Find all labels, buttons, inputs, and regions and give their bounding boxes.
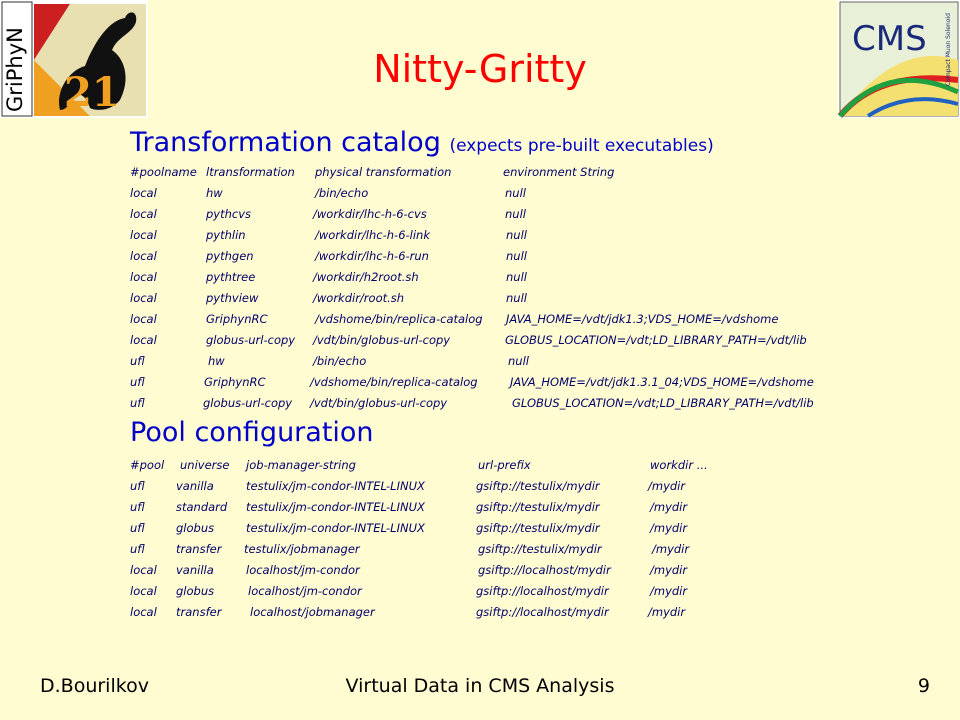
cell-environment: GLOBUS_LOCATION=/vdt;LD_LIBRARY_PATH=/vdt/lib: [512, 396, 814, 410]
header-cell: job-manager-string: [246, 458, 356, 472]
cell-transformation: pythtree: [206, 270, 256, 284]
cell-universe: transfer: [176, 542, 222, 556]
transformation-heading-text: Transformation catalog: [130, 127, 441, 158]
cell-physical: /vdshome/bin/replica-catalog: [315, 312, 483, 326]
cell-pool: ufl: [130, 542, 145, 556]
cell-physical: /workdir/lhc-h-6-cvs: [313, 207, 427, 221]
cell-url-prefix: gsiftp://localhost/mydir: [478, 563, 611, 577]
cell-physical: /workdir/root.sh: [313, 291, 405, 305]
cell-environment: null: [506, 228, 527, 242]
cell-physical: /workdir/lhc-h-6-run: [315, 249, 429, 263]
cell-universe: standard: [176, 500, 228, 514]
cell-job-manager: localhost/jm-condor: [246, 563, 360, 577]
cell-environment: null: [508, 354, 529, 368]
pool-heading: Pool configuration: [130, 417, 374, 448]
cell-pool: local: [130, 207, 157, 221]
header-cell: #pool: [130, 458, 165, 472]
cell-transformation: globus-url-copy: [206, 333, 296, 347]
header-cell: physical transformation: [315, 165, 452, 179]
footer-page-number: 9: [917, 675, 930, 697]
cell-transformation: pythcvs: [206, 207, 252, 221]
cell-pool: local: [130, 249, 157, 263]
cell-url-prefix: gsiftp://testulix/mydir: [476, 521, 600, 535]
cell-environment: JAVA_HOME=/vdt/jdk1.3.1_04;VDS_HOME=/vdshome: [510, 375, 814, 389]
cell-universe: vanilla: [176, 563, 214, 577]
transformation-table: [130, 165, 890, 410]
cell-pool: local: [130, 563, 157, 577]
svg-text:CMS: CMS: [852, 19, 927, 59]
cell-workdir: /mydir: [648, 479, 686, 493]
header-cell: url-prefix: [478, 458, 531, 472]
cell-physical: /bin/echo: [313, 354, 367, 368]
cell-pool: ufl: [130, 500, 145, 514]
cell-environment: GLOBUS_LOCATION=/vdt;LD_LIBRARY_PATH=/vdt/lib: [505, 333, 807, 347]
header-cell: ltransformation: [206, 165, 295, 179]
cell-job-manager: testulix/jm-condor-INTEL-LINUX: [246, 521, 425, 535]
transformation-note: (expects pre-built executables): [449, 136, 714, 156]
cell-pool: local: [130, 333, 157, 347]
svg-text:21: 21: [64, 69, 120, 116]
cell-job-manager: localhost/jm-condor: [248, 584, 362, 598]
svg-text:Compact Muon Solenoid: Compact Muon Solenoid: [945, 13, 952, 86]
cell-url-prefix: gsiftp://testulix/mydir: [476, 500, 600, 514]
cell-pool: ufl: [130, 479, 145, 493]
pool-table: [130, 458, 830, 618]
header-cell: workdir ...: [650, 458, 708, 472]
cell-workdir: /mydir: [650, 563, 688, 577]
cell-transformation: hw: [206, 186, 223, 200]
cell-pool: local: [130, 291, 157, 305]
cell-environment: null: [505, 207, 526, 221]
cell-pool: ufl: [130, 375, 145, 389]
cell-pool: ufl: [130, 396, 145, 410]
cell-transformation: GriphynRC: [206, 312, 268, 326]
cell-pool: local: [130, 584, 157, 598]
cell-url-prefix: gsiftp://localhost/mydir: [476, 584, 609, 598]
cell-url-prefix: gsiftp://testulix/mydir: [476, 479, 600, 493]
cell-universe: globus: [176, 584, 215, 598]
cell-job-manager: testulix/jm-condor-INTEL-LINUX: [246, 500, 425, 514]
header-cell: environment String: [503, 165, 615, 179]
cell-environment: null: [506, 291, 527, 305]
cell-physical: /vdshome/bin/replica-catalog: [310, 375, 478, 389]
cell-pool: ufl: [130, 354, 145, 368]
cell-physical: /vdt/bin/globus-url-copy: [310, 396, 448, 410]
cell-pool: ufl: [130, 521, 145, 535]
cell-workdir: /mydir: [648, 605, 686, 619]
cell-workdir: /mydir: [652, 542, 690, 556]
cell-transformation: pythlin: [206, 228, 246, 242]
transformation-heading: [130, 126, 714, 163]
cell-url-prefix: gsiftp://localhost/mydir: [476, 605, 609, 619]
cell-environment: JAVA_HOME=/vdt/jdk1.3;VDS_HOME=/vdshome: [506, 312, 779, 326]
footer-author: D.Bourilkov: [40, 675, 149, 697]
slide-title: Nitty-Gritty: [373, 47, 587, 91]
svg-text:GriPhyN: GriPhyN: [3, 27, 27, 112]
cell-physical: /bin/echo: [315, 186, 369, 200]
cell-workdir: /mydir: [650, 500, 688, 514]
cell-physical: /workdir/h2root.sh: [313, 270, 419, 284]
cell-environment: null: [506, 270, 527, 284]
cell-pool: local: [130, 312, 157, 326]
cell-url-prefix: gsiftp://testulix/mydir: [478, 542, 602, 556]
cell-physical: /workdir/lhc-h-6-link: [315, 228, 430, 242]
cell-pool: local: [130, 605, 157, 619]
cell-job-manager: testulix/jobmanager: [244, 542, 360, 556]
cell-transformation: pythgen: [206, 249, 254, 263]
cell-transformation: GriphynRC: [204, 375, 266, 389]
header-cell: #poolname: [130, 165, 197, 179]
cell-environment: null: [505, 186, 526, 200]
cell-pool: local: [130, 228, 157, 242]
cell-universe: transfer: [176, 605, 222, 619]
cell-job-manager: testulix/jm-condor-INTEL-LINUX: [246, 479, 425, 493]
cell-workdir: /mydir: [650, 584, 688, 598]
cell-job-manager: localhost/jobmanager: [250, 605, 375, 619]
cell-transformation: hw: [208, 354, 225, 368]
cell-transformation: pythview: [206, 291, 259, 305]
cell-environment: null: [506, 249, 527, 263]
footer-title: Virtual Data in CMS Analysis: [345, 675, 615, 697]
header-cell: universe: [180, 458, 230, 472]
cell-physical: /vdt/bin/globus-url-copy: [313, 333, 451, 347]
cell-pool: local: [130, 186, 157, 200]
cell-transformation: globus-url-copy: [203, 396, 293, 410]
cell-universe: vanilla: [176, 479, 214, 493]
cell-workdir: /mydir: [650, 521, 688, 535]
cell-universe: globus: [176, 521, 215, 535]
cell-pool: local: [130, 270, 157, 284]
